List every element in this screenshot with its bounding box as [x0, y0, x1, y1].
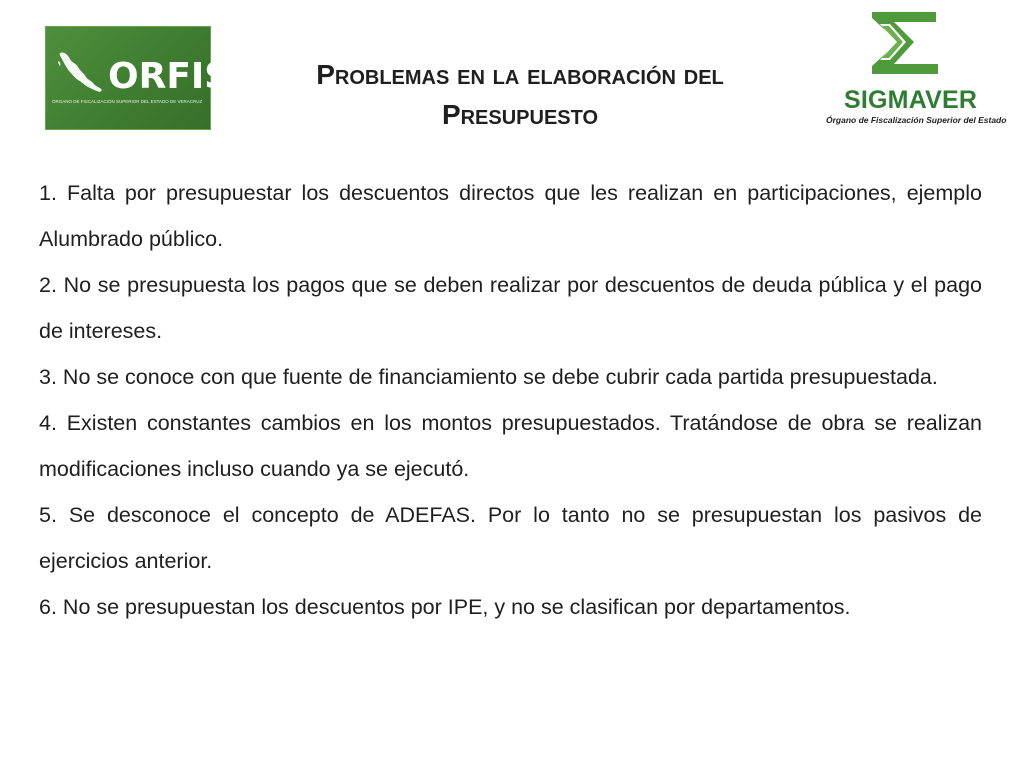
list-item — [39, 400, 982, 492]
orfis-wordmark: ORFIS — [108, 56, 231, 97]
item-number: 5. — [39, 503, 57, 527]
item-number: 2. — [39, 273, 57, 297]
orfis-subtitle: ÓRGANO DE FISCALIZACIÓN SUPERIOR DEL ESTADO DE VERACRUZ — [52, 99, 203, 104]
item-number: 4. — [39, 411, 57, 435]
list-item — [39, 354, 982, 400]
item-text: No se presupuesta los pagos que se deben realizar por descuentos de deuda pública y el pago de intereses. — [39, 273, 982, 343]
sigmaver-subtitle: Órgano de Fiscalización Superior del Estado — [826, 115, 1007, 125]
item-text: Falta por presupuestar los descuentos directos que les realizan en participaciones, ejemplo Alumbrado público. — [39, 181, 982, 251]
sigma-icon — [870, 10, 942, 78]
list-item — [39, 492, 982, 584]
sigmaver-wordmark: SIGMAVER — [844, 86, 978, 114]
page-title — [230, 55, 810, 135]
item-number: 6. — [39, 595, 57, 619]
item-text: Se desconoce el concepto de ADEFAS. Por lo tanto no se presupuestan los pasivos de ejercicios anterior. — [39, 503, 982, 573]
item-text: No se presupuestan los descuentos por IPE, y no se clasifican por departamentos. — [62, 595, 851, 619]
item-text: No se conoce con que fuente de financiamiento se debe cubrir cada partida presupuestada. — [62, 365, 938, 389]
problems-list — [39, 170, 982, 630]
list-item — [39, 170, 982, 262]
list-item — [39, 262, 982, 354]
item-number: 1. — [39, 181, 57, 205]
sigmaver-logo — [822, 10, 1012, 128]
orfis-logo — [45, 26, 231, 130]
item-text: Existen constantes cambios en los montos presupuestados. Tratándose de obra se realizan modificaciones incluso cuando ya se ejecutó. — [39, 411, 982, 481]
veracruz-map-icon — [56, 49, 106, 95]
title-line-2: Presupuesto — [441, 99, 599, 130]
title-line-1: Problemas en la elaboración del — [316, 59, 724, 90]
list-item — [39, 584, 982, 630]
item-number: 3. — [39, 365, 57, 389]
